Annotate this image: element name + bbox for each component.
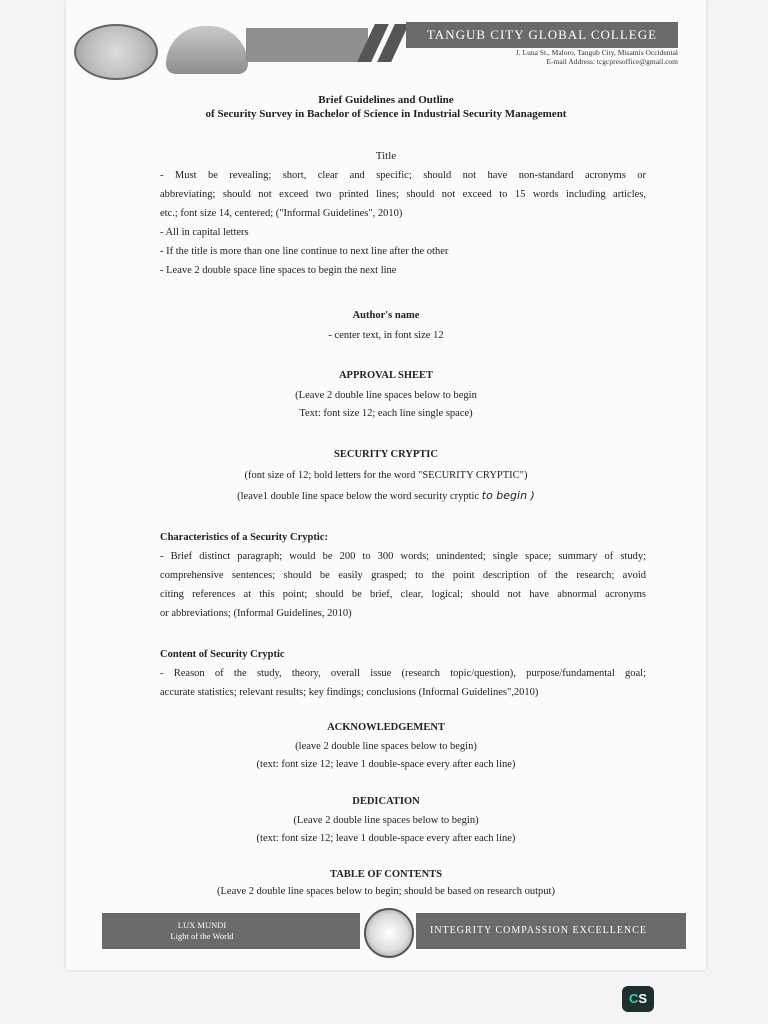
title-bullet4: - Leave 2 double space line spaces to begin the next line: [160, 265, 397, 276]
author-text: - center text, in font size 12: [328, 330, 444, 341]
city-seal-icon: [166, 26, 248, 74]
header-band: [246, 28, 368, 62]
characteristics-line3: citing references at this point; should be brief, clear, logical; should not have abnormal acronyms: [160, 589, 646, 600]
approval-line1: (Leave 2 double line spaces below to begin: [295, 390, 477, 401]
approval-line2: Text: font size 12; each line single space): [299, 408, 473, 419]
title-bullet1-line1: - Must be revealing; short, clear and specific; should not have non-standard acronyms or: [160, 170, 646, 181]
toc-heading: TABLE OF CONTENTS: [329, 869, 443, 880]
characteristics-heading: Characteristics of a Security Cryptic:: [160, 532, 328, 543]
characteristics-section: [160, 528, 646, 623]
document-page: [66, 0, 706, 970]
college-seal-icon: [74, 24, 158, 80]
badge-s: S: [638, 991, 648, 1006]
footer-values: INTEGRITY COMPASSION EXCELLENCE: [430, 925, 647, 936]
dedication-line1: (Leave 2 double line spaces below to begin): [293, 815, 479, 826]
title-bullet1-line3: etc.; font size 14, centered; ("Informal Guidelines", 2010): [160, 208, 403, 219]
footer-motto: [102, 913, 262, 942]
cryptic-line1: (font size of 12; bold letters for the word "SECURITY CRYPTIC"): [244, 470, 528, 481]
title-bullet1-line2: abbreviating; should not exceed two printed lines; should not exceed to 15 words including articles,: [160, 189, 646, 200]
motto-latin: LUX MUNDI: [177, 920, 227, 930]
address-line: J. Luna St., Maloro, Tangub City, Misamis Occidental: [515, 48, 678, 57]
doc-title-line2: of Security Survey in Bachelor of Science in Industrial Security Management: [205, 108, 567, 120]
cryptic-line2: (leave1 double line space below the word security cryptic: [237, 491, 480, 502]
footer-values-band: [416, 913, 686, 949]
footer-seal-icon: [364, 908, 414, 958]
college-name: TANGUB CITY GLOBAL COLLEGE: [406, 22, 678, 48]
characteristics-line1: - Brief distinct paragraph; would be 200 to 300 words; unindented; single space; summary of study;: [160, 551, 646, 562]
approval-heading: APPROVAL SHEET: [338, 370, 434, 381]
footer-motto-band: [102, 913, 360, 949]
title-guidelines: [160, 166, 646, 280]
camscanner-badge-icon: [622, 986, 654, 1012]
characteristics-line4: or abbreviations; (Informal Guidelines, 2010): [160, 608, 352, 619]
badge-c: C: [628, 991, 639, 1006]
acknowledgement-line1: (leave 2 double line spaces below to begin): [295, 741, 477, 752]
toc-line1: (Leave 2 double line spaces below to begin; should be based on research output): [217, 886, 555, 897]
title-bullet2: - All in capital letters: [160, 227, 249, 238]
author-heading: Author's name: [352, 310, 420, 321]
cryptic-heading: SECURITY CRYPTIC: [334, 449, 438, 460]
title-bullet3: - If the title is more than one line continue to next line after the other: [160, 246, 449, 257]
acknowledgement-heading: ACKNOWLEDGEMENT: [327, 722, 445, 733]
college-address: [396, 48, 678, 66]
title-heading: Title: [375, 150, 397, 162]
cryptic-line2-row: [66, 489, 706, 502]
dedication-line2: (text: font size 12; leave 1 double-space every after each line): [256, 833, 516, 844]
characteristics-line2: comprehensive sentences; should be easily grasped; to the point description of the research; avoid: [160, 570, 646, 581]
email-line: E-mail Address: tcgcpresoffice@gmail.com: [546, 57, 678, 66]
content-line2: accurate statistics; relevant results; key findings; conclusions (Informal Guidelines",2010): [160, 687, 539, 698]
content-line1: - Reason of the study, theory, overall issue (research topic/question), purpose/fundamental goal;: [160, 668, 646, 679]
handwritten-note: to begin ): [481, 489, 535, 502]
content-heading: Content of Security Cryptic: [160, 649, 285, 660]
acknowledgement-line2: (text: font size 12; leave 1 double-space every after each line): [256, 759, 516, 770]
content-section: [160, 645, 646, 702]
dedication-heading: DEDICATION: [352, 796, 420, 807]
motto-english: Light of the World: [170, 931, 234, 941]
doc-title-line1: Brief Guidelines and Outline: [318, 94, 454, 106]
